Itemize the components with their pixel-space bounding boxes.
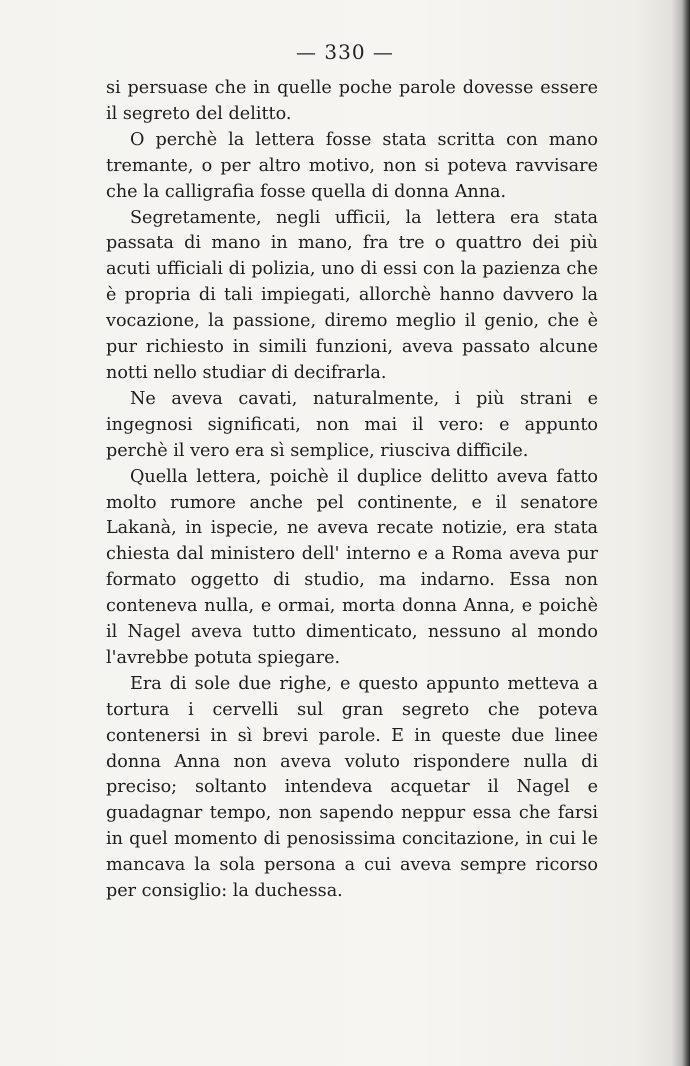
paragraph-2: O perchè la lettera fosse stata scritta con mano tremante, o per altro motivo, non si poteva ravvisare che la calligrafia fosse quella di donna Anna. (106, 129, 598, 202)
paragraph-6: Era di sole due righe, e questo appunto metteva a tortura i cervelli sul gran segreto che poteva contenersi in sì brevi parole. E in queste due linee donna Anna non aveva voluto rispondere nulla di preciso; soltanto intendeva acquetar il Nagel e guadagnar tempo, non sapendo neppur essa che farsi in quel momento di penosissima concitazione, in cui le mancava la sola persona a cui aveva sempre ricorso per consiglio: la duchessa. (106, 673, 598, 902)
paragraph-1: si persuase che in quelle poche parole dovesse essere il segreto del delitto. (106, 78, 598, 124)
body-text (106, 76, 598, 905)
page-number-header: — 330 — (296, 40, 394, 64)
paragraph-4: Ne aveva cavati, naturalmente, i più strani e ingegnosi significati, non mai il vero: e appunto perchè il vero era sì semplice, riusciva difficile. (106, 388, 598, 461)
paragraph-3: Segretamente, negli ufficii, la lettera era stata passata di mano in mano, fra tre o quattro dei più acuti ufficiali di polizia, uno di essi con la pazienza che è propria di tali impiegati, allorchè hanno davvero la vocazione, la passione, diremo meglio il genio, che è pur richiesto in simili funzioni, aveva passato alcune notti nello studiar di decifrarla. (106, 207, 598, 383)
paragraph-5: Quella lettera, poichè il duplice delitto aveva fatto molto rumore anche pel continente, e il senatore Lakanà, in ispecie, ne aveva recate notizie, era stata chiesta dal ministero dell' interno e a Roma aveva pur formato oggetto di studio, ma indarno. Essa non conteneva nulla, e ormai, morta donna Anna, e poichè il Nagel aveva tutto dimenticato, nessuno al mondo l'avrebbe potuta spiegare. (106, 466, 598, 668)
page-edge-shadow (672, 0, 690, 1066)
